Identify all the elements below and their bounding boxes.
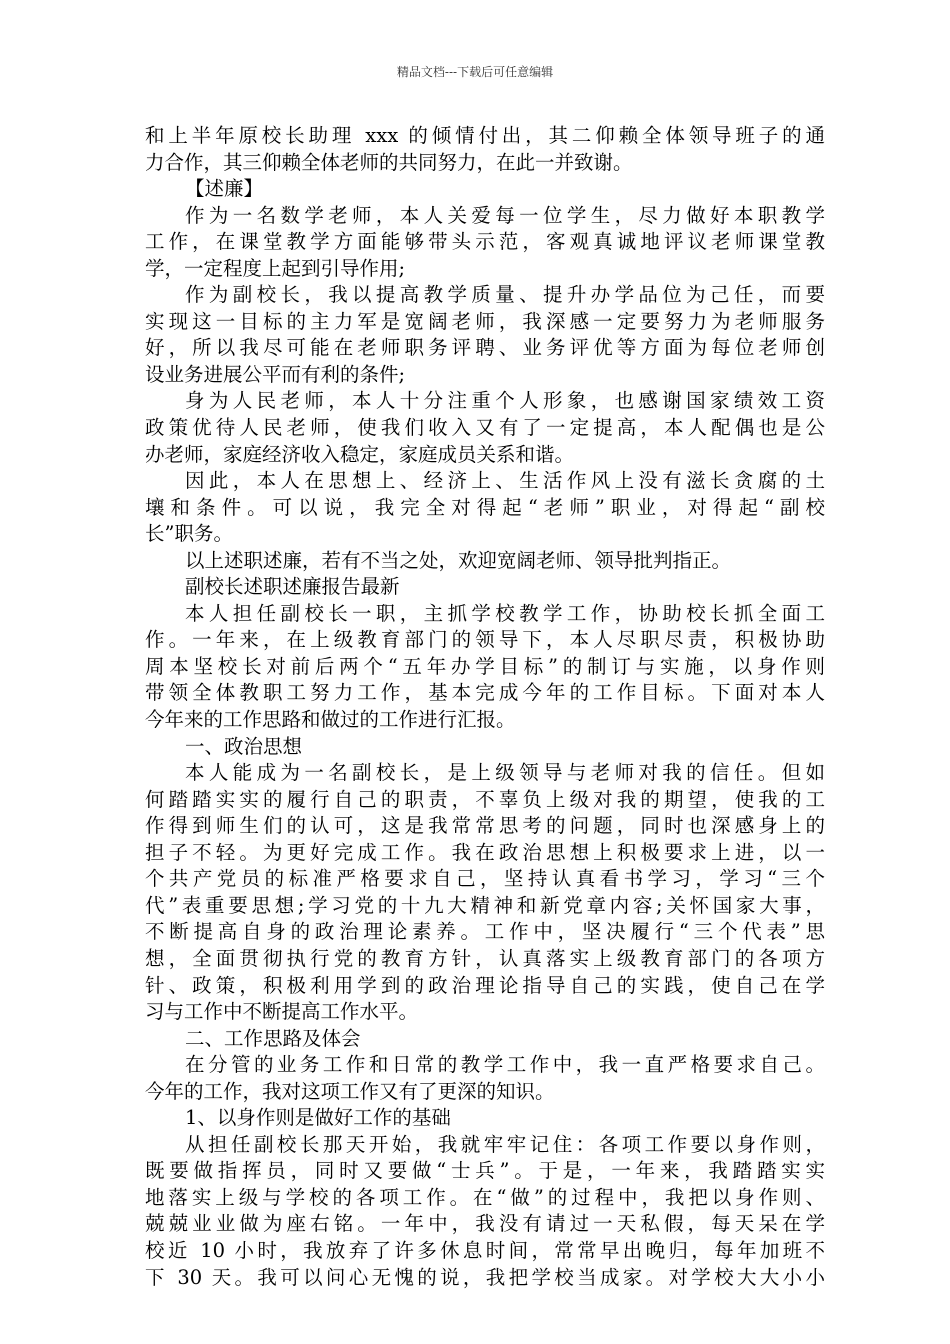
text-line: 今年的工作，我对这项工作又有了更深的知识。 [145,1079,555,1103]
text-line: 想，全面贯彻执行党的教育方针，认真落实上级教育部门的各项方 [145,946,825,970]
text-line: 工作，在课堂教学方面能够带头示范，客观真诚地评议老师课堂教 [145,230,825,254]
text-line: 兢兢业业做为座右铭。一年中，我没有请过一天私假，每天呆在学 [145,1212,825,1236]
text-line: 设业务进展公平而有利的条件; [145,362,406,386]
text-line: 因此，本人在思想上、经济上、生活作风上没有滋长贪腐的土 [185,469,825,493]
text-line: 实现这一目标的主力军是宽阔老师，我深感一定要努力为老师服务 [145,309,825,333]
text-line: 作得到师生们的认可，这是我常常思考的问题，同时也深感身上的 [145,814,825,838]
text-line: 力合作，其三仰赖全体老师的共同努力，在此一并致谢。 [145,150,633,174]
text-line: 习与工作中不断提高工作水平。 [145,1000,419,1024]
text-line: 个共产党员的标准严格要求自己，坚持认真看书学习，学习“三个 [145,867,825,891]
text-line: 下 30 天。我可以问心无愧的说，我把学校当成家。对学校大大小小 [145,1265,825,1289]
text-line: 长”职务。 [145,522,233,546]
document-body [145,123,825,1291]
text-line: 作为一名数学老师，本人关爱每一位学生，尽力做好本职教学 [185,203,825,227]
text-line: 校近 10 小时，我放弃了许多休息时间，常常早出晚归，每年加班不 [145,1238,825,1262]
text-line: 本人担任副校长一职，主抓学校教学工作，协助校长抓全面工 [185,601,825,625]
text-line: 担子不轻。为更好完成工作。我在政治思想上积极要求上进，以一 [145,840,825,864]
text-line: 地落实上级与学校的各项工作。在“做”的过程中，我把以身作则、 [145,1185,825,1209]
text-line: 政策优待人民老师，使我们收入又有了一定提高，本人配偶也是公 [145,416,825,440]
text-line: 本人能成为一名副校长，是上级领导与老师对我的信任。但如 [185,761,825,785]
text-line: 代”表重要思想;学习党的十九大精神和新党章内容;关怀国家大事， [145,893,825,917]
text-line: 和上半年原校长助理 xxx 的倾情付出，其二仰赖全体领导班子的通 [145,124,825,147]
text-line: 【述廉】 [185,177,264,201]
text-line: 1、以身作则是做好工作的基础 [185,1106,451,1130]
text-line: 办老师，家庭经济收入稳定，家庭成员关系和谐。 [145,442,575,466]
text-line: 既要做指挥员，同时又要做“士兵”。于是，一年来，我踏踏实实 [145,1159,825,1183]
text-line: 作。一年来，在上级教育部门的领导下，本人尽职尽责，积极协助 [145,628,825,652]
text-line: 周本坚校长对前后两个“五年办学目标”的制订与实施，以身作则 [145,654,825,678]
text-line: 好，所以我尽可能在老师职务评聘、业务评优等方面为每位老师创 [145,336,825,360]
text-line: 带领全体教职工努力工作，基本完成今年的工作目标。下面对本人 [145,681,825,705]
text-line: 不断提高自身的政治理论素养。工作中，坚决履行“三个代表”思 [145,920,825,944]
text-line: 身为人民老师，本人十分注重个人形象，也感谢国家绩效工资 [185,389,825,413]
text-line: 在分管的业务工作和日常的教学工作中，我一直严格要求自己。 [185,1053,825,1077]
text-line: 学，一定程度上起到引导作用; [145,256,406,280]
text-line: 从担任副校长那天开始，我就牢牢记住：各项工作要以身作则， [185,1132,825,1156]
text-line: 副校长述职述廉报告最新 [185,575,400,599]
text-line: 作为副校长，我以提高教学质量、提升办学品位为己任，而要 [185,283,825,307]
text-line: 今年来的工作思路和做过的工作进行汇报。 [145,708,516,732]
text-line: 二、工作思路及体会 [185,1026,361,1050]
page-header: 精品文档---下载后可任意编辑 [396,65,554,79]
text-line: 壤和条件。可以说，我完全对得起“老师”职业，对得起“副校 [145,495,825,519]
text-line: 针、政策，积极利用学到的政治理论指导自己的实践，使自己在学 [145,973,825,997]
text-line: 一、政治思想 [185,734,303,758]
text-line: 以上述职述廉，若有不当之处，欢迎宽阔老师、领导批判指正。 [185,548,732,572]
text-line: 何踏踏实实的履行自己的职责，不辜负上级对我的期望，使我的工 [145,787,825,811]
